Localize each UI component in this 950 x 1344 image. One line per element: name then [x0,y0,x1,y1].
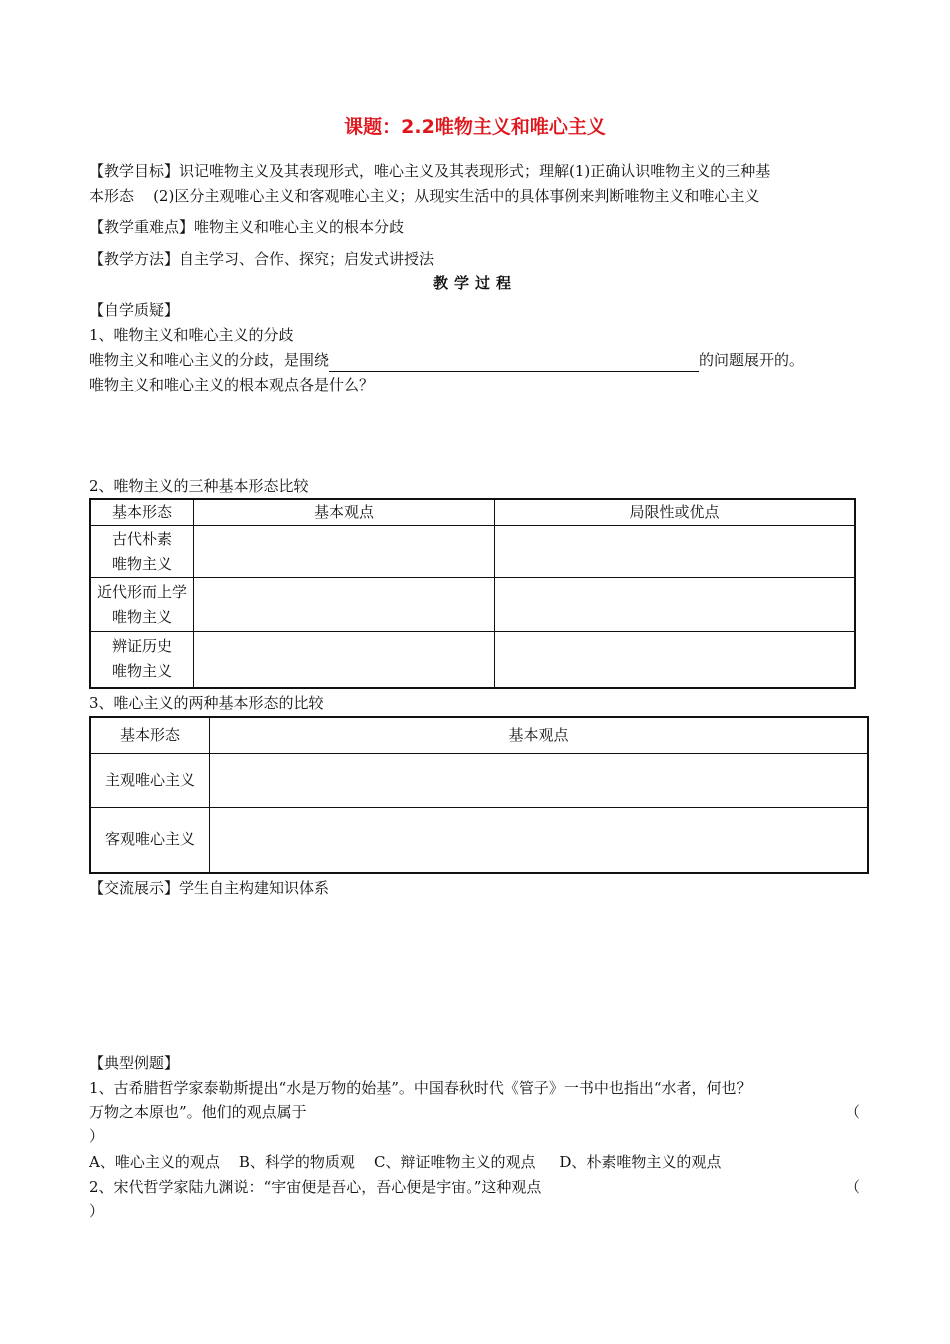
question-3-title: 3、唯心主义的两种基本形态的比较 [89,694,324,712]
page-title: 课题：2.2唯物主义和唯心主义 [344,116,606,138]
example-1-line-2: 万物之本原也”。他们的观点属于 [89,1103,307,1121]
table1-row-label: 近代形而上学 唯物主义 [90,578,194,632]
objectives-line-1: 【教学目标】识记唯物主义及其表现形式，唯心主义及其表现形式；理解(1)正确认识唯物主义的三种基 [89,162,771,180]
exchange-heading: 【交流展示】学生自主构建知识体系 [89,879,330,897]
objectives-line-2: 本形态 (2)区分主观唯心主义和客观唯心主义；从现实生活中的具体事例来判断唯物主义和唯心主义 [89,187,760,205]
table1-row-label: 辨证历史 唯物主义 [90,632,194,688]
examples-heading: 【典型例题】 [89,1054,180,1072]
key-points: 【教学重难点】唯物主义和唯心主义的根本分歧 [89,218,405,236]
example-2-paren-open: （ [845,1178,861,1196]
question-1-fill [89,348,804,372]
table1-row-label: 古代朴素 唯物主义 [90,526,194,578]
table2-cell[interactable] [210,807,869,873]
materialism-table [89,498,856,689]
teaching-method: 【教学方法】自主学习、合作、探究；启发式讲授法 [89,250,435,268]
table1-cell[interactable] [495,578,856,632]
table2-row-label: 客观唯心主义 [90,807,210,873]
table1-cell[interactable] [495,632,856,688]
table1-cell[interactable] [194,578,495,632]
question-1-question: 唯物主义和唯心主义的根本观点各是什么？ [89,376,375,394]
table2-header-view: 基本观点 [210,717,869,753]
example-1-line-1: 1、古希腊哲学家泰勒斯提出“水是万物的始基”。中国春秋时代《管子》一书中也指出“水者，何也？ [89,1079,752,1097]
table1-cell[interactable] [495,526,856,578]
question-1-after: 的问题展开的。 [699,351,805,369]
idealism-table [89,716,869,874]
table1-header-view: 基本观点 [194,499,495,526]
example-1-paren-open: （ [845,1103,861,1121]
example-1-paren-close: ） [89,1127,105,1145]
question-1-title: 1、唯物主义和唯心主义的分歧 [89,326,294,344]
table1-header-merit: 局限性或优点 [495,499,856,526]
example-2-line-1: 2、宋代哲学家陆九渊说：“宇宙便是吾心，吾心便是宇宙。”这种观点 [89,1178,542,1196]
table2-row-label: 主观唯心主义 [90,753,210,807]
self-study-heading: 【自学质疑】 [89,301,180,319]
example-2-paren-close: ） [89,1202,105,1220]
table2-header-form: 基本形态 [90,717,210,753]
table2-cell[interactable] [210,753,869,807]
answer-blank[interactable] [329,353,699,372]
table1-cell[interactable] [194,526,495,578]
process-heading: 教学过程 [432,274,517,292]
question-2-title: 2、唯物主义的三种基本形态比较 [89,477,309,495]
question-1-before: 唯物主义和唯心主义的分歧，是围绕 [89,351,330,369]
example-1-options: A、唯心主义的观点 B、科学的物质观 C、辩证唯物主义的观点 D、朴素唯物主义的观点 [89,1153,722,1171]
table1-header-form: 基本形态 [90,499,194,526]
table1-cell[interactable] [194,632,495,688]
